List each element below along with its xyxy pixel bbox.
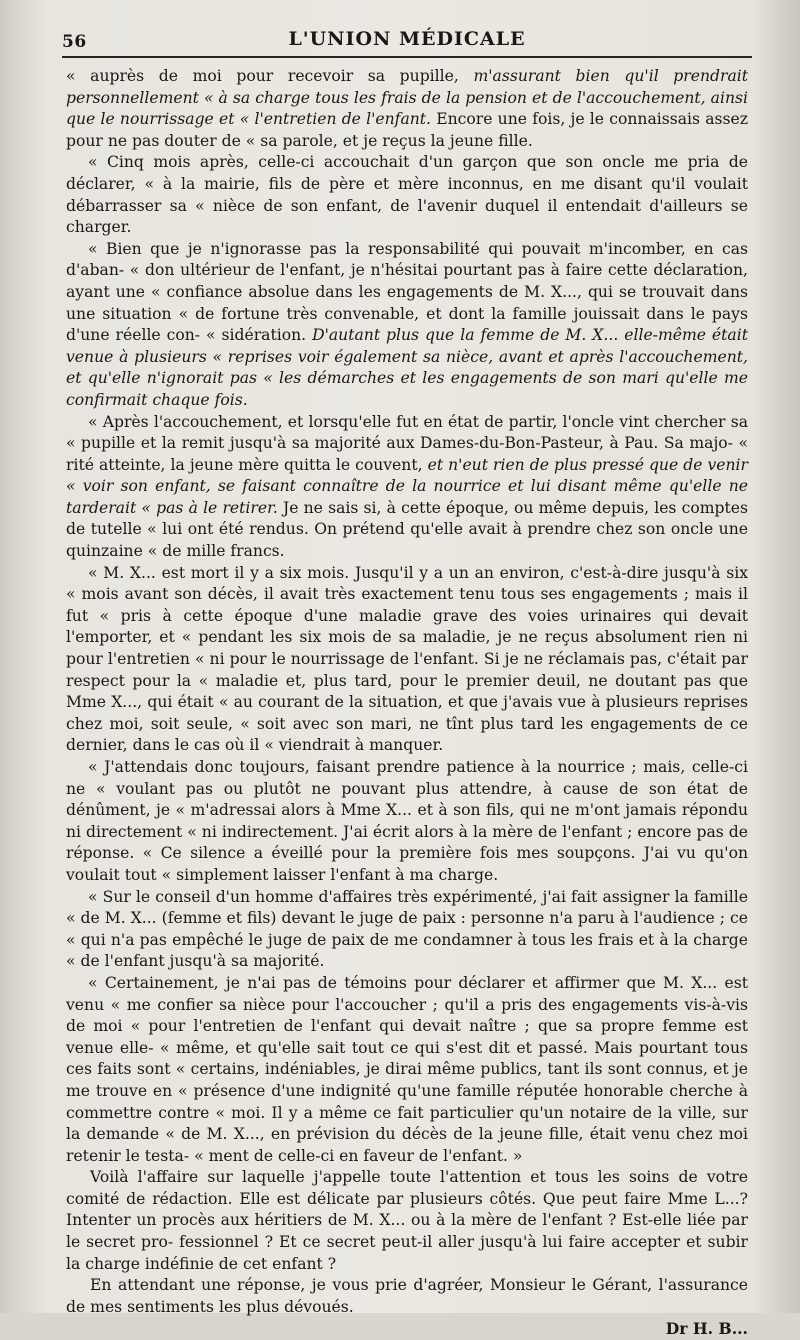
- paragraph-text: Voilà l'affaire sur laquelle j'appelle toute l'attention et tous les soins de votre comité de rédaction. Elle est délicate par plusieurs côtés. Que peut faire Mme L...? Intenter un procès aux héritiers de M. X... ou à la mère de l'enfant ? Est-elle liée par le secret pro- fessionnel ? Et ce secret peut-il aller jusqu'à lui faire accepter et subir la charge indéfinie de cet enfant ?: [66, 1168, 748, 1273]
- paragraph-text: « Sur le conseil d'un homme d'affaires très expérimenté, j'ai fait assigner la famille « de M. X... (femme et fils) devant le juge de paix : personne n'a paru à l'audience ; ce « qui n'a pas empêché le juge de paix de me condamner à tous les frais et à la charge « de l'enfant jusqu'à sa majorité.: [66, 887, 748, 971]
- paragraph-text: « Bien que je n'ignorasse pas la responsabilité qui pouvait m'incomber, en cas d'aban- « don ultérieur de l'enfant, je n'hésitai pourtant pas à faire cette déclaration, ayant une « confiance absolue dans les engagements de M. X..., qui se trouvait dans une situation « de fortune très convenable, et dont la famille jouissait dans le pays d'une réelle con- « sidération.: [66, 239, 748, 345]
- paragraph-text: Je ne sais si, à cette époque, ou même depuis, les comptes de tutelle « lui ont été rendus. On prétend qu'elle avait à prendre chez son oncle une quinzaine « de mille francs.: [66, 498, 748, 561]
- paragraph-text: « Certainement, je n'ai pas de témoins pour déclarer et affirmer que M. X... est venu « me confier sa nièce pour l'accoucher ; qu'il a pris des engagements vis-à-vis de moi « pour l'entretien de l'enfant qui devait naître ; que sa propre femme est venue elle- « même, et qu'elle sait tout ce qui s'est dit et passé. Mais pourtant tous ces faits sont « certains, indéniables, je dirai même publics, tant ils sont connus, et je me trouve en « présence d'une indignité qu'une famille réputée honorable cherche à commettre contre « moi. Il y a même ce fait particulier qu'un notaire de la ville, sur la demande « de M. X..., en prévision du décès de la jeune fille, était venu chez moi retenir le testa- « ment de celle-ci en faveur de l'enfant. »: [66, 973, 748, 1165]
- paragraph-4: [66, 412, 748, 563]
- paragraph-text: « Cinq mois après, celle-ci accouchait d'un garçon que son oncle me pria de déclarer, « à la mairie, fils de père et mère inconnus, en me disant qu'il voulait débarrasser sa « nièce de son enfant, de l'avenir duquel il entendait d'ailleurs se charger.: [66, 153, 748, 237]
- paragraph-8: [66, 973, 748, 1167]
- paragraph-5: [66, 563, 748, 757]
- paragraph-6: [66, 757, 748, 887]
- paragraph-text: « J'attendais donc toujours, faisant prendre patience à la nourrice ; mais, celle-ci ne « voulant pas ou plutôt ne pouvant plus attendre, à cause de son état de dénûment, je « m'adressai alors à Mme X... et à son fils, qui ne m'ont jamais répondu ni directement « ni indirectement. J'ai écrit alors à la mère de l'enfant ; encore pas de réponse. « Ce silence a éveillé pour la première fois mes soupçons. J'ai vu qu'on voulait tout « simplement laisser l'enfant à ma charge.: [66, 758, 748, 884]
- running-head: L'UNION MÉDICALE: [288, 28, 526, 50]
- paragraph-7: [66, 887, 748, 973]
- page-header: [62, 18, 752, 52]
- closing-paragraph: [66, 1275, 748, 1318]
- paragraph-3: [66, 239, 748, 412]
- paragraph-9: [66, 1167, 748, 1275]
- paragraph-italic: et n'eut rien de plus pressé que de venir « voir son enfant, se faisant connaître de la nourrice et lui disant même qu'elle ne tarderait « pas à le retirer.: [66, 455, 748, 517]
- paragraph-text: Encore une fois, je le connaissais assez pour ne pas douter de « sa parole, et je reçus la jeune fille.: [66, 110, 748, 150]
- page-number: 56: [62, 32, 87, 52]
- paragraph-italic: D'autant plus que la femme de M. X... elle-même était venue à plusieurs « reprises voir également sa nièce, avant et après l'accouchement, et qu'elle n'ignorait pas « les démarches et les engagements de son mari qu'elle me confirmait chaque fois.: [66, 326, 748, 409]
- header-rule: [62, 56, 752, 58]
- closing-text: En attendant une réponse, je vous prie d'agréer, Monsieur le Gérant, l'assurance de mes sentiments les plus dévoués.: [66, 1276, 748, 1316]
- signature: Dr H. B...: [665, 1319, 748, 1339]
- paragraph-text: « auprès de moi pour recevoir sa pupille,: [66, 67, 474, 85]
- paragraph-text: « Après l'accouchement, et lorsqu'elle fut en état de partir, l'oncle vint chercher sa « pupille et la remit jusqu'à sa majorité aux Dames-du-Bon-Pasteur, à Pau. Sa majo- « rité atteinte, la jeune mère quitta le couvent,: [66, 412, 748, 474]
- paragraph-2: [66, 152, 748, 238]
- paragraph-text: « M. X... est mort il y a six mois. Jusqu'il y a un an environ, c'est-à-dire jusqu'à six « mois avant son décès, il avait très exactement tenu tous ses engagements ; mais il fut « pris à cette époque d'une maladie grave des voies urinaires qui devait l'emporter, et « pendant les six mois de sa maladie, je ne reçus absolument rien ni pour l'entretien « ni pour le nourrissage de l'enfant. Si je ne réclamais pas, c'était par respect pour la « maladie et, plus tard, pour le premier deuil, ne doutant pas que Mme X..., qui était « au courant de la situation, et que j'avais vue à plusieurs reprises chez moi, soit seule, « soit avec son mari, ne tînt plus tard les engagements de ce dernier, dans le cas où il « viendrait à manquer.: [66, 563, 748, 755]
- signature-row: [66, 1318, 748, 1340]
- article-body: [66, 66, 748, 1340]
- paragraph-italic: m'assurant bien qu'il prendrait personnellement « à sa charge tous les frais de la pension et de l'accouchement, ainsi que le nourrissage et « l'entretien de l'enfant.: [66, 67, 748, 129]
- paragraph-1: [66, 66, 748, 152]
